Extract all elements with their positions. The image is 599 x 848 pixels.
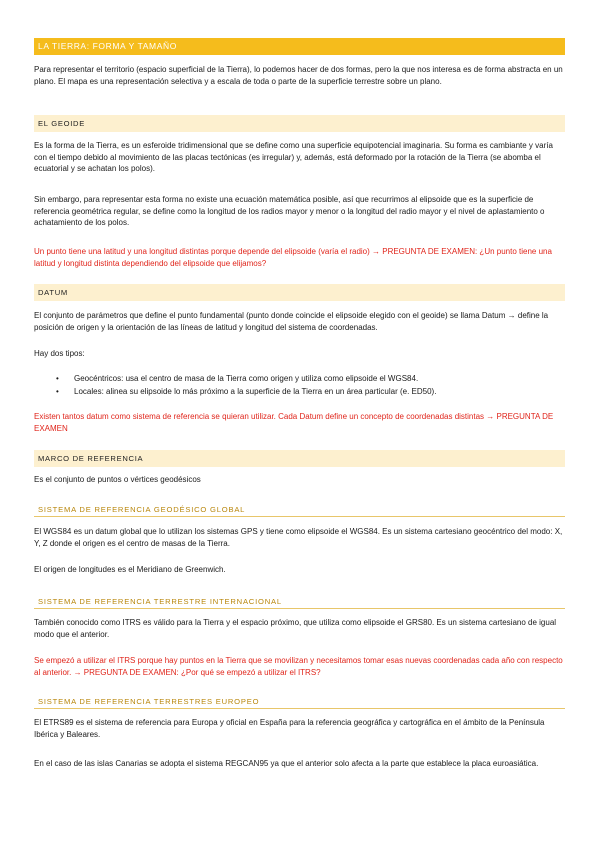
ste-paragraph-2: En el caso de las islas Canarias se adopta el sistema REGCAN95 ya que el anterior solo afecta a la parte que establece la placa euroasiática. [34,759,539,768]
sti-paragraph-1: También conocido como ITRS es válido para la Tierra y el espacio próximo, que utiliza como elipsoide el GRS80. Es un sistema cartesiano de igual modo que el anterior. [34,618,557,639]
subsection-heading-sti: SISTEMA DE REFERENCIA TERRESTRE INTERNACIONAL [34,597,565,609]
section-heading-marco: MARCO DE REFERENCIA [34,450,565,467]
datum-types-intro: Hay dos tipos: [34,349,85,358]
geoide-paragraph-2: Sin embargo, para representar esta forma no existe una ecuación matemática posible, así que recurrimos al elipsoide que es la superficie de referencia geométrica regular, se define como la longitud de los radios mayor y menor o la longitud del radio mayor y el nivel de aplastamiento o achatamiento de los polos. [34,195,545,228]
ste-paragraph-1: El ETRS89 es el sistema de referencia para Europa y oficial en España para la referencia geográfica y cartográfica en el ámbito de la Península Ibérica y Baleares. [34,718,545,739]
marco-paragraph: Es el conjunto de puntos o vértices geodésicos [34,475,201,484]
bullet-icon: • [56,387,59,396]
subsection-heading-ste: SISTEMA DE REFERENCIA TERRESTRES EUROPEO [34,697,565,709]
bullet-icon: • [56,374,59,383]
page-title: LA TIERRA: FORMA Y TAMAÑO [34,38,565,55]
sgg-paragraph-2: El origen de longitudes es el Meridiano de Greenwich. [34,565,226,574]
datum-types-list [34,372,565,398]
sti-exam-note: Se empezó a utilizar el ITRS porque hay puntos en la Tierra que se movilizan y necesitamos tomar esas nuevas coordenadas cada año con respecto al anterior. → PREGUNTA DE EXAMEN: ¿Por qué se empezó a utilizar el ITRS? [34,656,563,677]
geoide-exam-note: Un punto tiene una latitud y una longitud distintas porque depende del elipsoide (varía el radio) → PREGUNTA DE EXAMEN: ¿Un punto tiene una latitud y longitud distinta dependiendo del elipsoide que elijamos? [34,247,552,268]
sgg-paragraph-1: El WGS84 es un datum global que lo utilizan los sistemas GPS y tiene como elipsoide el WGS84. Es un sistema cartesiano geocéntrico del modo: X, Y, Z donde el origen es el centro de masas de la Tierra. [34,527,563,548]
datum-paragraph-1: El conjunto de parámetros que define el punto fundamental (punto donde coincide el elipsoide elegido con el geoide) se llama Datum → define la posición de origen y la orientación de las líneas de latitud y longitud del sistema de coordenadas. [34,311,549,332]
datum-exam-note: Existen tantos datum como sistema de referencia se quieran utilizar. Cada Datum define un concepto de coordenadas distintas → PREGUNTA DE EXAMEN [34,412,554,433]
geoide-paragraph-1: Es la forma de la Tierra, es un esferoide tridimensional que se define como una superficie equipotencial imaginaria. Su forma es cambiante y varía con el tiempo debido al movimiento de las placas tectónicas (es irregular) y, además, está deformado por la rotación de la Tierra (se abomba el ecuatorial y se achatan los polos). [34,141,553,174]
list-item: • Locales: alinea su elipsoide lo más próximo a la superficie de la Tierra en un área particular (e. ED50). [56,387,437,396]
section-heading-datum: DATUM [34,284,565,301]
intro-paragraph: Para representar el territorio (espacio superficial de la Tierra), lo podemos hacer de dos formas, pero la que nos interesa es de forma abstracta en un plano. El mapa es una representación selectiva y a escala de toda o parte de la superficie terrestre sobre un plano. [34,65,563,86]
subsection-heading-sgg: SISTEMA DE REFERENCIA GEODÉSICO GLOBAL [34,505,565,517]
list-item: • Geocéntricos: usa el centro de masa de la Tierra como origen y utiliza como elipsoide el WGS84. [56,374,419,383]
section-heading-geoide: EL GEOIDE [34,115,565,132]
